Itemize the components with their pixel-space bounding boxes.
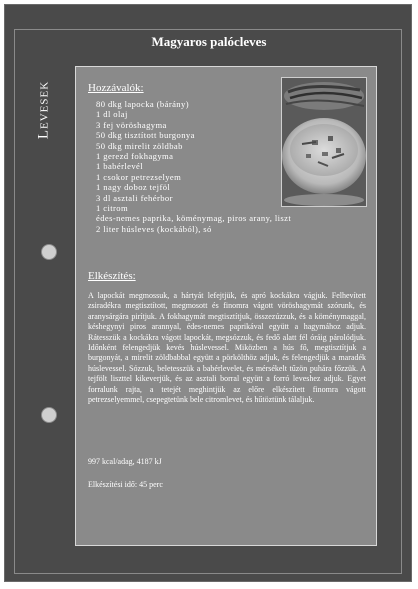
- preparation-time: Elkészítési idő: 45 perc: [88, 480, 163, 489]
- ingredients-heading: Hozzávalók:: [88, 82, 144, 94]
- ingredient-item: 1 dl olaj: [96, 109, 128, 120]
- page-title: Magyaros palócleves: [151, 34, 267, 49]
- category-label: [30, 70, 58, 150]
- binder-hole-bottom: [41, 407, 57, 423]
- ingredient-item: 1 citrom: [96, 203, 129, 214]
- preparation-heading: Elkészítés:: [88, 270, 136, 282]
- ingredient-item: 50 dkg tisztított burgonya: [96, 130, 195, 141]
- ingredient-item: 1 nagy doboz tejföl: [96, 182, 171, 193]
- ingredient-item: 3 dl asztali fehérbor: [96, 192, 173, 203]
- ingredient-item: 3 fej vöröshagyma: [96, 119, 167, 130]
- soup-photo-graphic: [282, 78, 366, 206]
- preparation-text: A lapockát megmossuk, a hártyát lefejtjük, és apró kockákra vágjuk. Felhevített zsiradékra megtisztított, megmosott és finomra vágott vöröshagymát szórunk, és aranysárgára pirítjuk. A fokhagymát megtisztítjuk, összezúzzuk, és a köménymaggal, késhegynyi piros arannyal, édes-nemes paprikával együtt a hagymához adjuk. Rátesszük a kockákra vágott lapockát, megsózzuk, és fedő alatt fél óráig párolódjuk. Időnként felengedjük kevés húslevessel. Miközben a hús fő, megtisztítjuk a burgonyát, a mirelit zöldbabbal együtt a pörkölthöz adjuk, és felengedjük a maradék húslevessel. Sózzuk, beletesszük a babérlevelet, és mérsékelt tűzön puhára főzzük. A tejfölt liszttel kikeverjük, és az asztali borral együtt a forró leveshez adjuk. Egyet forralunk rajta, a tetejét meghintjük az előre elkészített finomra vágott petrezselyemmel, csepegtetünk bele citromlevet, és hűtöztünk tálaljuk.: [88, 291, 366, 405]
- binder-hole-top: [41, 244, 57, 260]
- category-text: Levesek: [35, 80, 52, 140]
- ingredient-item: édes-nemes paprika, köménymag, piros arany, liszt: [96, 213, 292, 224]
- ingredient-item: 2 liter húsleves (kockából), só: [96, 223, 212, 234]
- soup-dish-photo: [281, 77, 367, 207]
- ingredient-item: 80 dkg lapocka (bárány): [96, 99, 189, 109]
- ingredient-item: 1 babérlevél: [96, 161, 144, 172]
- calories-text: 997 kcal/adag, 4187 kJ: [88, 457, 162, 466]
- ingredient-item: 50 dkg mirelit zöldbab: [96, 140, 183, 151]
- recipe-card: [75, 66, 377, 546]
- ingredient-item: 1 gerezd fokhagyma: [96, 151, 174, 162]
- ingredient-item: 1 csokor petrezselyem: [96, 171, 182, 182]
